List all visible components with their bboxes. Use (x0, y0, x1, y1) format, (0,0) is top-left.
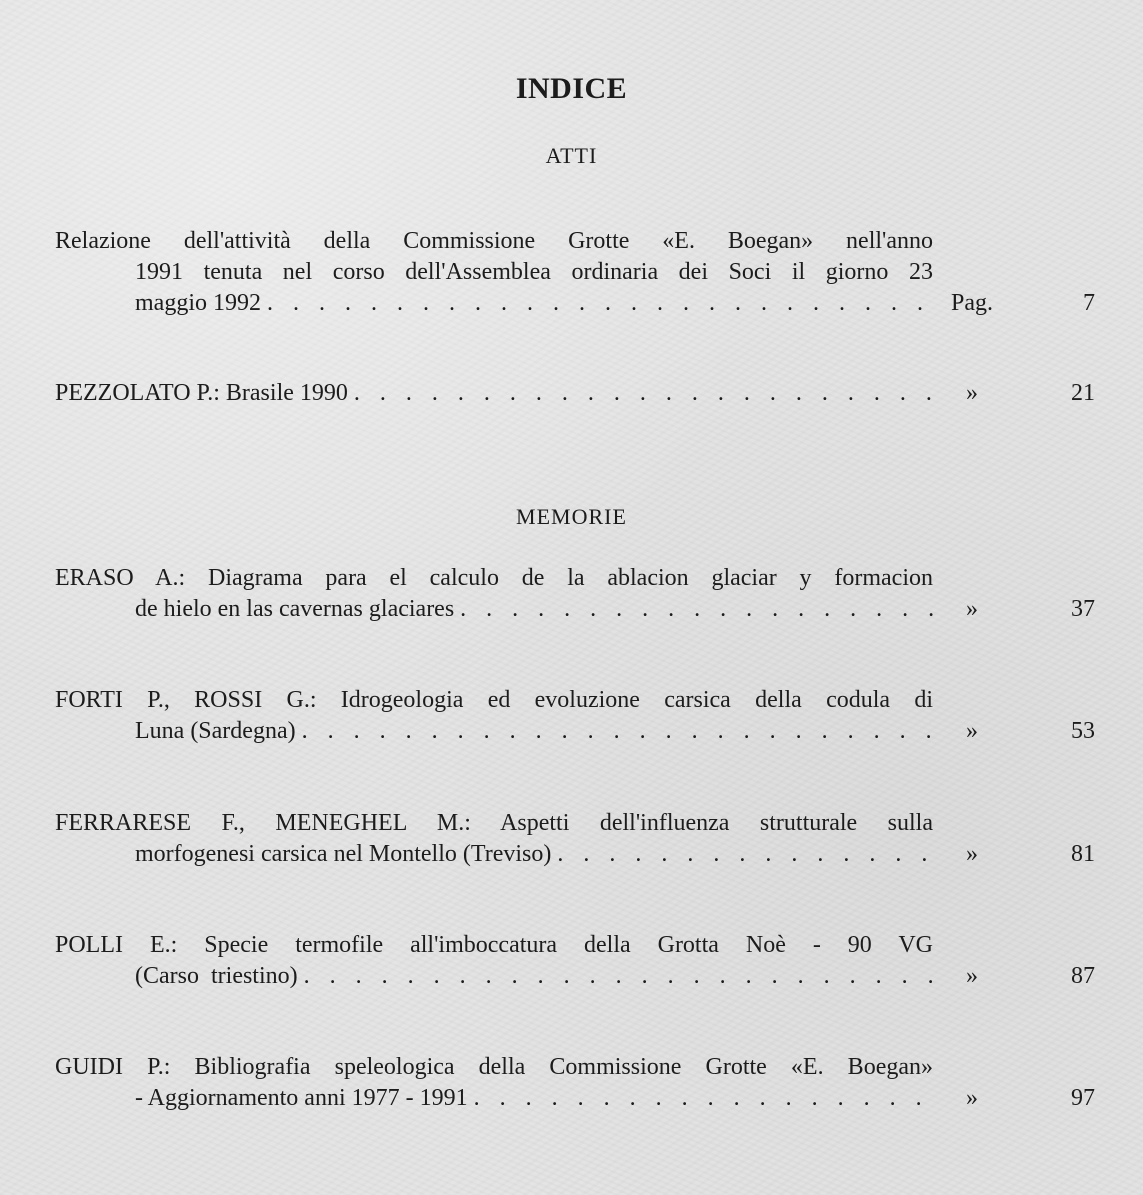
dot-leader (454, 594, 933, 625)
dot-leader (348, 378, 933, 409)
page-number: 87 (1071, 963, 1095, 989)
toc-entry-text (55, 930, 933, 992)
entry-line-last (55, 961, 933, 992)
toc-entry-text (55, 685, 933, 747)
page-number: 7 (1083, 290, 1095, 316)
toc-entry-text (55, 226, 933, 319)
entry-line-last (55, 839, 933, 870)
entry-line: GUIDI P.: Bibliografia speleologica della Commissione Grotte «E. Boegan» (55, 1054, 933, 1080)
entry-line-text: PEZZOLATO P.: Brasile 1990 (55, 380, 348, 406)
entry-line-last (55, 378, 933, 409)
entry-line-text: de hielo en las cavernas glaciares (135, 596, 455, 622)
page-number: 53 (1071, 718, 1095, 744)
ditto-mark: » (966, 1085, 978, 1111)
section-heading-atti: ATTI (545, 143, 598, 168)
page-number: 37 (1071, 596, 1095, 622)
ditto-mark: » (966, 596, 978, 622)
entry-line-last (55, 594, 933, 625)
dot-leader (298, 961, 933, 992)
page-number: 81 (1071, 841, 1095, 867)
entry-line: FORTI P., ROSSI G.: Idrogeologia ed evoluzione carsica della codula di (55, 687, 933, 713)
entry-line: ERASO A.: Diagrama para el calculo de la ablacion glaciar y formacion (55, 565, 933, 591)
dot-leader (551, 839, 933, 870)
entry-line-text: Luna (Sardegna) (135, 718, 296, 744)
ditto-mark: » (966, 380, 978, 406)
toc-entry[interactable] (55, 226, 1095, 319)
dot-leader (261, 288, 933, 319)
entry-line-last (55, 1083, 933, 1114)
toc-entry[interactable] (55, 1052, 1095, 1114)
toc-entry[interactable] (55, 930, 1095, 992)
toc-entry-text (55, 1052, 933, 1114)
ditto-mark: » (966, 963, 978, 989)
toc-entry[interactable] (55, 685, 1095, 747)
page-number: 97 (1071, 1085, 1095, 1111)
entry-line-text: (Carso triestino) (135, 963, 298, 989)
entry-line: POLLI E.: Specie termofile all'imboccatura della Grotta Noè - 90 VG (55, 932, 933, 958)
ditto-mark: » (966, 841, 978, 867)
toc-entry[interactable] (55, 378, 1095, 409)
section-heading-memorie: MEMORIE (516, 504, 627, 529)
toc-entry-text (55, 378, 933, 409)
page-label: Pag. (951, 290, 993, 316)
ditto-mark: » (966, 718, 978, 744)
page-number: 21 (1071, 380, 1095, 406)
toc-entry-text (55, 808, 933, 870)
dot-leader (296, 716, 933, 747)
toc-entry[interactable] (55, 808, 1095, 870)
page-title: INDICE (515, 72, 628, 105)
entry-line: Relazione dell'attività della Commissione Grotte «E. Boegan» nell'anno (55, 228, 933, 254)
entry-line-text: morfogenesi carsica nel Montello (Treviso) (135, 841, 552, 867)
entry-line: 1991 tenuta nel corso dell'Assemblea ordinaria dei Soci il giorno 23 (135, 259, 933, 285)
entry-line-text: - Aggiornamento anni 1977 - 1991 (135, 1085, 468, 1111)
entry-line-text: maggio 1992 (135, 290, 261, 316)
toc-entry[interactable] (55, 563, 1095, 625)
dot-leader (468, 1083, 933, 1114)
entry-line: FERRARESE F., MENEGHEL M.: Aspetti dell'influenza strutturale sulla (55, 810, 933, 836)
entry-line-last (55, 288, 933, 319)
entry-line-last (55, 716, 933, 747)
toc-entry-text (55, 563, 933, 625)
